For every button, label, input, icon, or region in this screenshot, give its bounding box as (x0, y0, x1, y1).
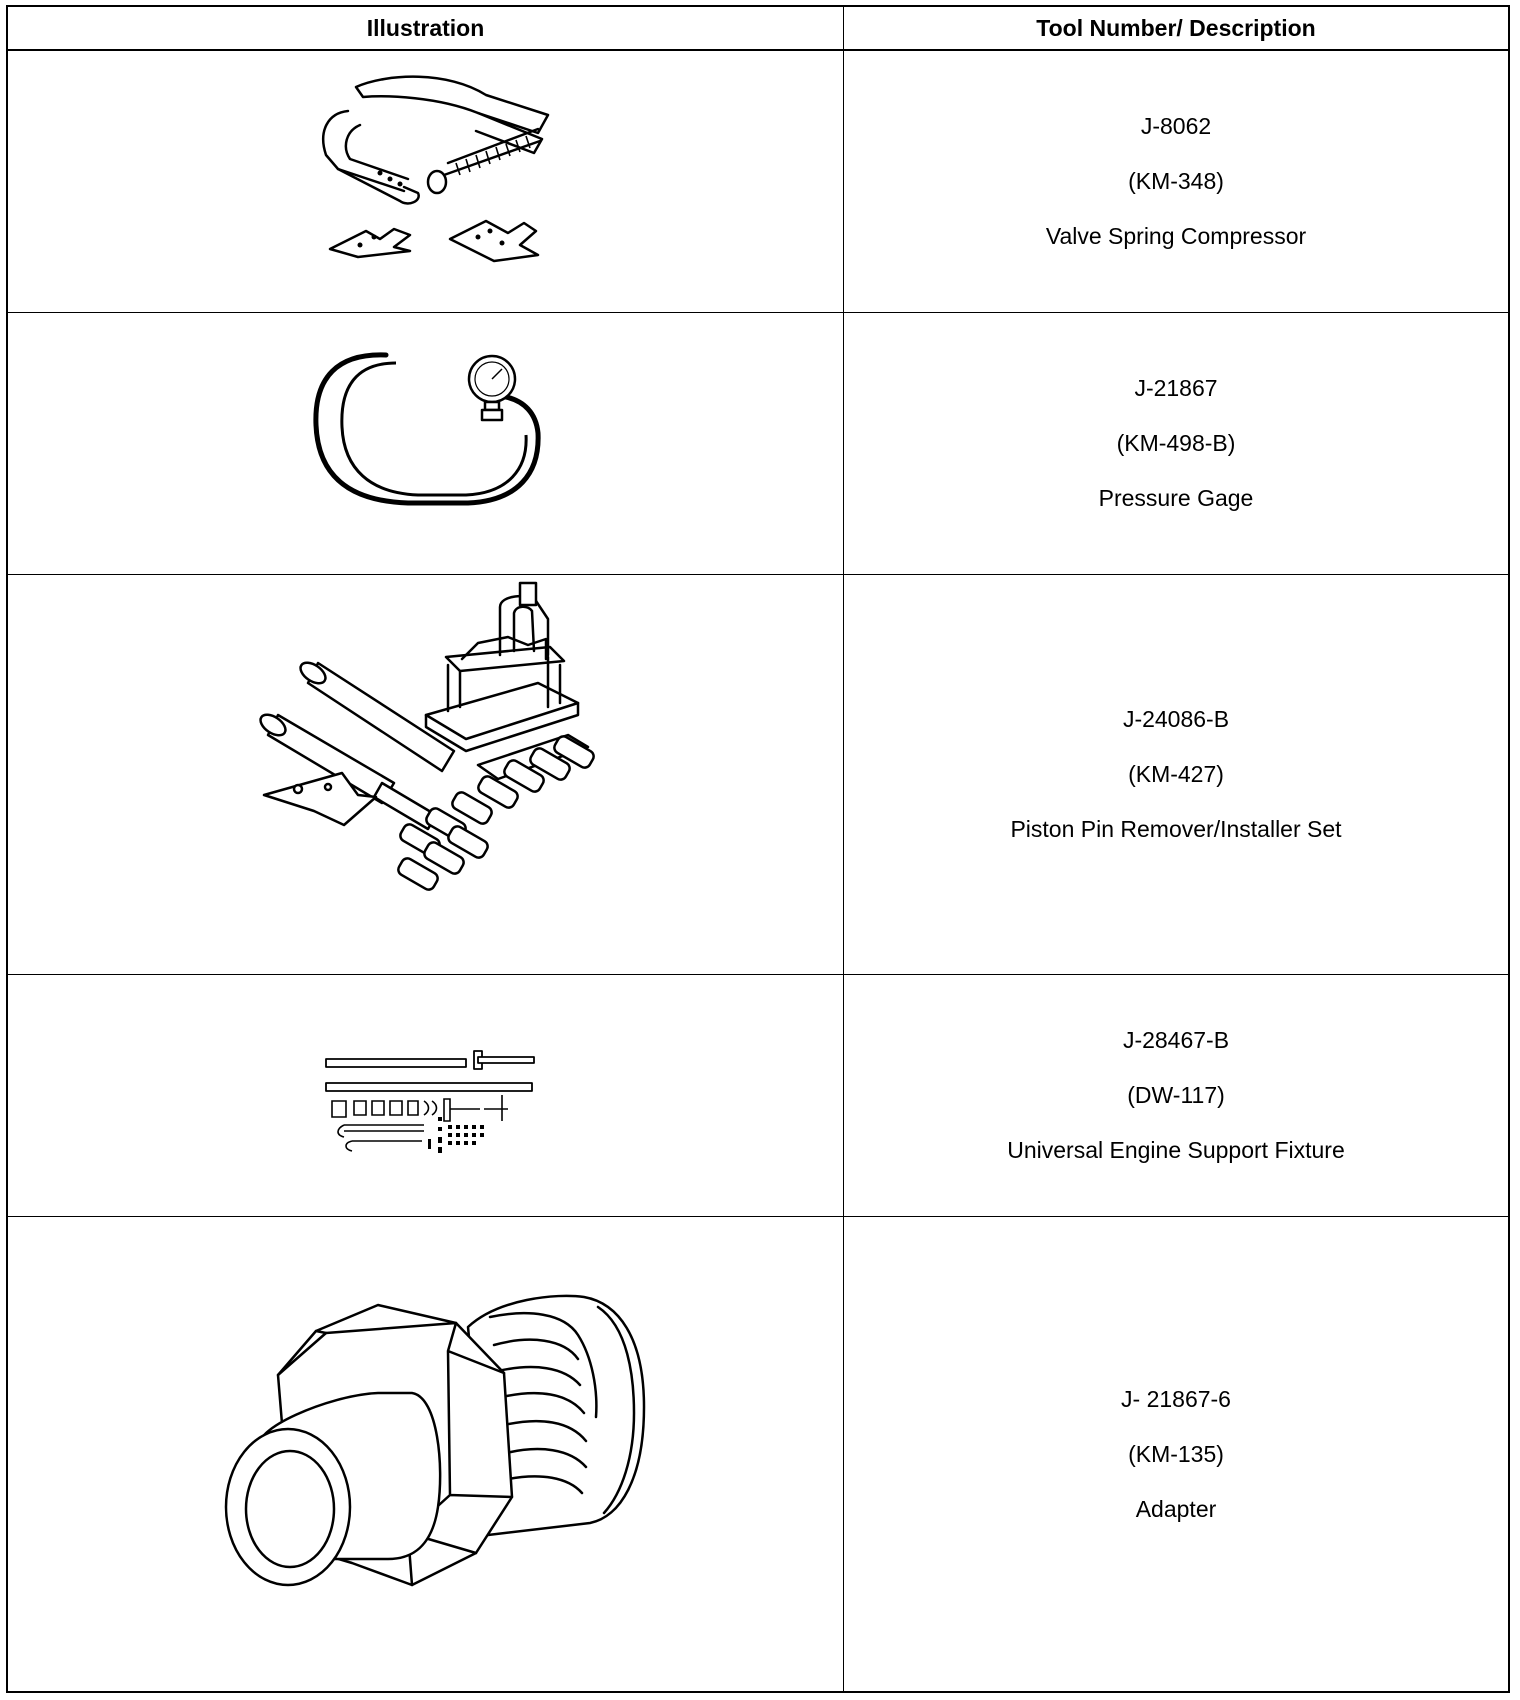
table-header-row (8, 7, 1508, 51)
alt-number: (DW-117) (1127, 1082, 1225, 1108)
pressure-gage-drawing (8, 313, 844, 575)
alt-number: (KM-135) (1128, 1440, 1224, 1467)
alt-number: (KM-348) (1128, 168, 1224, 194)
description-cell (844, 1217, 1508, 1691)
table-row (8, 313, 1508, 575)
illustration-cell (8, 313, 844, 574)
description-cell (844, 575, 1508, 974)
tool-description: Universal Engine Support Fixture (1007, 1137, 1345, 1163)
piston-pin-set-drawing (8, 575, 844, 975)
tool-description: Valve Spring Compressor (1045, 223, 1307, 249)
table-row (8, 975, 1508, 1217)
description-cell (844, 313, 1508, 574)
header-illustration: Illustration (8, 7, 844, 49)
alt-number: (KM-427) (1128, 761, 1224, 787)
header-description: Tool Number/ Description (1036, 14, 1316, 41)
tool-description: Adapter (1135, 1495, 1217, 1522)
alt-number: (KM-498-B) (1116, 430, 1236, 456)
table-row (8, 51, 1508, 313)
engine-support-fixture-drawing (8, 975, 844, 1217)
tool-number: J-8062 (1140, 113, 1212, 139)
illustration-cell (8, 51, 844, 312)
tool-number: J-28467-B (1122, 1027, 1230, 1053)
tool-number: J- 21867-6 (1121, 1385, 1231, 1412)
table-row (8, 575, 1508, 975)
table-row (8, 1217, 1508, 1691)
valve-spring-compressor-drawing (8, 51, 844, 313)
description-cell (844, 975, 1508, 1216)
illustration-cell (8, 575, 844, 974)
description-cell (844, 51, 1508, 312)
tool-table (6, 5, 1510, 1693)
illustration-cell (8, 975, 844, 1216)
tool-number: J-21867 (1134, 375, 1218, 401)
tool-description: Piston Pin Remover/Installer Set (1010, 816, 1342, 842)
illustration-cell (8, 1217, 844, 1691)
tool-description: Pressure Gage (1098, 485, 1254, 511)
adapter-drawing (8, 1217, 844, 1691)
tool-number: J-24086-B (1122, 706, 1230, 732)
